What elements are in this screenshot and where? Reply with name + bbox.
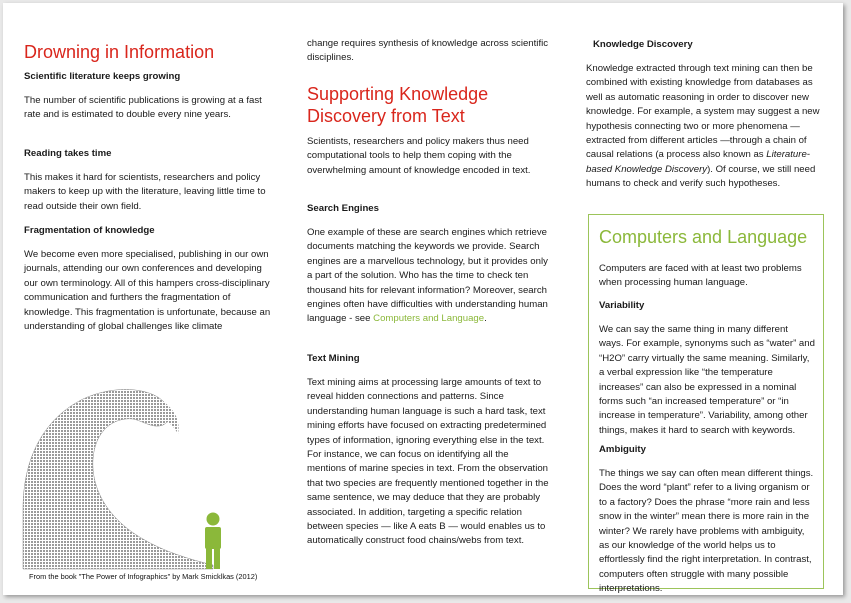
kd-text-b: ). Of course, we still need humans to check and verify such hypotheses. xyxy=(586,163,816,190)
para-search-engines: One example of these are search engines which retrieve documents matching the keywords we provide. Search engines are a marvellous technology, but it provides only a part of the solution. Who has the time to check ten thousand hits for relevant information? Moreover, search engines often have difficulties with understanding human language - see Computers and Language. xyxy=(307,227,548,325)
heading-knowledge-discovery: Knowledge Discovery xyxy=(593,39,693,50)
title-computers-language: Computers and Language xyxy=(599,227,808,247)
heading-reading-time: Reading takes time xyxy=(24,148,112,159)
para-intro: Scientists, researchers and policy makers thus need computational tools to help them coping with the overwhelming amount of knowledge encoded in text. xyxy=(307,136,531,176)
para-text-mining: Text mining aims at processing large amounts of text to reveal hidden connections and patterns. Since understanding human language is such a hard task, text mining efforts have focused on extracting predetermined types of information, ignoring everything else in the text. For instance, we can focus on identifying all the mentions of marine species in text. From the observation that two species are frequently mentioned together in the same sentence, we may deduce that they are probably associated. In addition, targeting a specific relation between species — like A eats B — would enables us to automatically construct food chains/webs from text. xyxy=(307,377,549,547)
computers-language-box xyxy=(588,214,824,595)
para-computers-intro: Computers are faced with at least two problems when processing human language. xyxy=(599,263,802,289)
para-ambiguity: The things we say can often mean different things. Does the word “plant” refer to a living organism or to a factory? Does the phrase “more rain and less snow in the winter” mean there is more rain in the winter? We rarely have problems with ambiguity, as our knowledge of the world helps us to effortlessly find the right interpretation. In contrast, computers often struggle with many possible interpretations. xyxy=(599,468,814,595)
heading-fragmentation: Fragmentation of knowledge xyxy=(24,225,155,236)
heading-ambiguity: Ambiguity xyxy=(599,444,646,455)
image-caption: From the book "The Power of Infographics" by Mark Smicklkas (2012) xyxy=(29,572,258,581)
heading-search-engines: Search Engines xyxy=(307,203,379,214)
para-literature-growing: The number of scientific publications is growing at a fast rate and is estimated to double every nine years. xyxy=(24,95,262,121)
heading-literature-growing: Scientific literature keeps growing xyxy=(24,71,181,82)
para-reading-time: This makes it hard for scientists, researchers and policy makers to keep up with the literature, leaving little time to read outside their own field. xyxy=(24,172,266,212)
para-fragmentation: We become even more specialised, publishing in our own journals, attending our own conferences and developing our own terminology. All of this hampers cross-disciplinary communication and furthers the fragmentation of knowledge. This fragmentation is unfortunate, because an understanding of global challenges like climate xyxy=(24,249,271,333)
wave-shape xyxy=(23,389,213,569)
heading-text-mining: Text Mining xyxy=(307,353,360,364)
person-icon xyxy=(205,513,221,570)
para-variability: We can say the same thing in many different ways. For example, synonyms such as “water” and “H2O” carry virtually the same meaning. Similarly, a verbal expression like “the temperature increases” can also be expressed in a nominal forms such “an increased temperature” or “in increase in temperature”. Variability, among other things, makes it hard to search with keywords. xyxy=(599,324,815,436)
para-continued: change requires synthesis of knowledge across scientific disciplines. xyxy=(307,38,549,64)
kd-emphasis: Literature-based Knowledge Discovery xyxy=(586,149,810,175)
heading-variability: Variability xyxy=(599,300,645,311)
search-engines-text: One example of these are search engines which retrieve documents matching the keywords we provide. Search engines are a marvellous technology, but it provides only a part of the solution. Who has the time to check ten thousand hits for relevant information? Moreover, search engines often have difficulties with understanding human language - see xyxy=(307,227,548,325)
link-computers-language[interactable]: Computers and Language xyxy=(373,313,485,325)
title-drowning: Drowning in Information xyxy=(24,42,215,62)
title-supporting: Supporting Knowledge Discovery from Text xyxy=(307,84,489,126)
brochure-page xyxy=(3,3,843,595)
para-knowledge-discovery xyxy=(586,62,824,192)
wave-illustration xyxy=(13,379,283,574)
kd-text-a: Knowledge extracted through text mining can then be combined with existing knowledge from databases as well as automatic reasoning in order to discover new knowledge. For example, a system may suggest a new hypothesis connecting two or more phenomena — extracted from different articles —through a chain of causal relations (a process also known as xyxy=(586,63,820,161)
